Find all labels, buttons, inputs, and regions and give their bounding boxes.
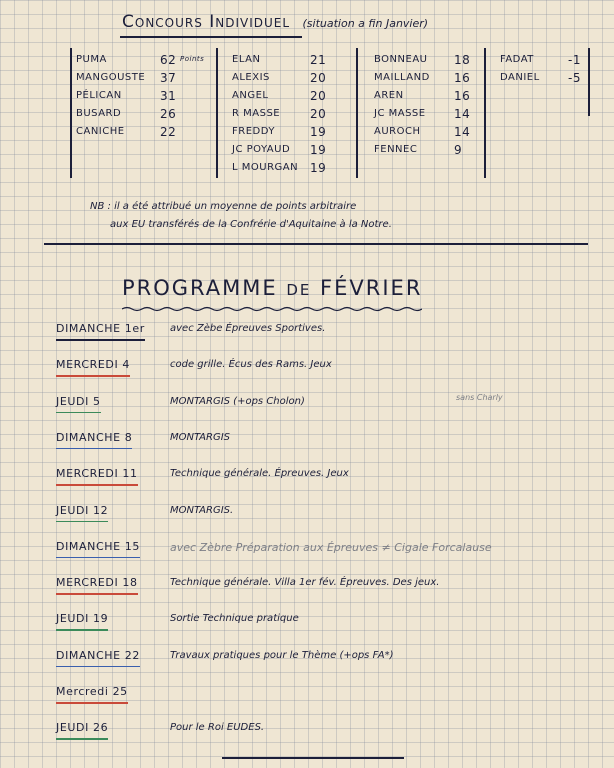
day-underline xyxy=(56,339,145,341)
day-underline xyxy=(56,448,132,450)
score-points: 37 xyxy=(160,71,177,85)
score-name: AUROCH xyxy=(374,126,421,137)
score-points: 14 xyxy=(454,125,471,139)
note-line-1: NB : il a été attribué un moyenne de points arbitraire xyxy=(90,201,357,212)
day-underline xyxy=(56,593,138,595)
score-name: FREDDY xyxy=(232,126,275,137)
title-wavy-underline xyxy=(122,306,422,312)
programme-day: JEUDI 19 xyxy=(56,612,109,626)
programme-activity: Sortie Technique pratique xyxy=(170,613,299,625)
programme-title xyxy=(122,276,422,300)
note xyxy=(90,198,392,234)
day-underline xyxy=(56,557,140,559)
programme-activity: avec Zèbre Préparation aux Épreuves ≠ Cigale Forcalause xyxy=(170,540,492,554)
score-row xyxy=(374,107,471,121)
table-divider-2 xyxy=(216,48,218,178)
score-points: 19 xyxy=(310,161,327,175)
score-row xyxy=(232,143,327,157)
programme-activity: MONTARGIS xyxy=(170,431,231,443)
score-name: R MASSE xyxy=(232,108,281,119)
score-name: JC MASSE xyxy=(374,108,426,119)
day-underline xyxy=(56,521,108,523)
programme-day: Mercredi 25 xyxy=(56,685,128,698)
programme-activity: code grille. Écus des Rams. Jeux xyxy=(170,359,332,371)
day-underline xyxy=(56,702,128,704)
day-underline xyxy=(56,375,130,377)
title-text: Concours Individuel xyxy=(122,12,291,32)
score-row xyxy=(232,107,327,121)
programme-day: JEUDI 12 xyxy=(56,503,109,517)
programme-day: MERCREDI 11 xyxy=(56,467,138,481)
score-points: -1 xyxy=(568,53,581,67)
table-divider-1 xyxy=(70,48,72,178)
programme-title-text: PROGRAMME de FÉVRIER xyxy=(122,276,423,300)
title-subtitle: (situation a fin Janvier) xyxy=(302,17,429,30)
score-name: DANIEL xyxy=(500,72,540,83)
score-name: MANGOUSTE xyxy=(76,72,146,83)
score-points: 62 xyxy=(160,53,177,67)
score-points: 20 xyxy=(310,107,327,121)
score-points: -5 xyxy=(568,71,581,85)
score-row xyxy=(76,89,177,103)
score-row xyxy=(374,143,463,157)
day-underline xyxy=(56,629,108,631)
score-name: PÉLICAN xyxy=(76,90,122,101)
score-points: 19 xyxy=(310,125,327,139)
programme-day: DIMANCHE 15 xyxy=(56,539,140,553)
programme-activity: Technique générale. Villa 1er fév. Épreuves. Des jeux. xyxy=(170,577,440,589)
score-row xyxy=(500,71,581,85)
score-points: 22 xyxy=(160,125,177,139)
score-name: ANGEL xyxy=(232,90,269,101)
programme-activity: Technique générale. Épreuves. Jeux xyxy=(170,468,349,480)
score-row xyxy=(76,53,205,67)
score-name: MAILLAND xyxy=(374,72,430,83)
score-row xyxy=(232,125,327,139)
score-points: 18 xyxy=(454,53,471,67)
score-name: FENNEC xyxy=(374,144,418,155)
section-divider xyxy=(44,243,588,245)
score-points: 14 xyxy=(454,107,471,121)
score-points: 20 xyxy=(310,71,327,85)
programme-day: DIMANCHE 1er xyxy=(56,322,145,335)
programme-day: DIMANCHE 8 xyxy=(56,430,133,444)
programme-day: DIMANCHE 22 xyxy=(56,648,140,662)
score-row xyxy=(76,71,177,85)
score-row xyxy=(374,71,471,85)
score-row xyxy=(76,107,177,121)
table-divider-4 xyxy=(484,48,486,178)
programme-day: JEUDI 5 xyxy=(56,394,101,408)
programme-activity: MONTARGIS (+ops Cholon) xyxy=(170,395,305,407)
score-row xyxy=(500,53,581,67)
score-name: L MOURGAN xyxy=(232,162,299,173)
score-points: 16 xyxy=(454,89,471,103)
score-name: BUSARD xyxy=(76,108,122,119)
score-points: 16 xyxy=(454,71,471,85)
score-name: CANICHE xyxy=(76,126,125,137)
table-divider-3 xyxy=(356,48,358,178)
score-name: AREN xyxy=(374,90,404,101)
score-row xyxy=(374,53,471,67)
note-line-2: aux EU transférés de la Confrérie d'Aquitaine à la Notre. xyxy=(110,219,392,230)
score-name: PUMA xyxy=(76,54,107,65)
score-row xyxy=(374,125,471,139)
score-row xyxy=(232,71,327,85)
score-points: 9 xyxy=(454,143,463,157)
programme-activity: avec Zèbe Épreuves Sportives. xyxy=(170,323,326,334)
programme-activity: Pour le Roi EUDES. xyxy=(170,722,265,734)
score-row xyxy=(374,89,471,103)
score-row xyxy=(76,125,177,139)
score-name: JC POYAUD xyxy=(232,144,291,155)
programme-day: JEUDI 26 xyxy=(56,721,109,735)
day-underline xyxy=(56,412,101,414)
score-name: BONNEAU xyxy=(374,54,428,65)
score-name: FADAT xyxy=(500,54,534,65)
programme-day: MERCREDI 18 xyxy=(56,576,138,590)
day-underline xyxy=(56,738,108,740)
title-underline xyxy=(120,36,302,38)
programme-activity: MONTARGIS. xyxy=(170,504,234,516)
score-points: 31 xyxy=(160,89,177,103)
score-points: 21 xyxy=(310,53,327,67)
page-title xyxy=(122,12,428,32)
score-row xyxy=(232,89,327,103)
table-divider-5 xyxy=(588,48,590,116)
programme-note: sans Charly xyxy=(456,392,503,402)
score-row xyxy=(232,53,327,67)
score-points: 26 xyxy=(160,107,177,121)
day-underline xyxy=(56,484,138,486)
programme-activity: Travaux pratiques pour le Thème (+ops FA*) xyxy=(170,649,394,661)
programme-day: MERCREDI 4 xyxy=(56,358,131,372)
score-unit: Points xyxy=(180,55,205,63)
bottom-rule xyxy=(222,757,404,759)
score-points: 20 xyxy=(310,89,327,103)
score-name: ELAN xyxy=(232,54,261,65)
day-underline xyxy=(56,666,140,668)
score-row xyxy=(232,161,327,175)
score-name: ALEXIS xyxy=(232,72,270,83)
score-points: 19 xyxy=(310,143,327,157)
